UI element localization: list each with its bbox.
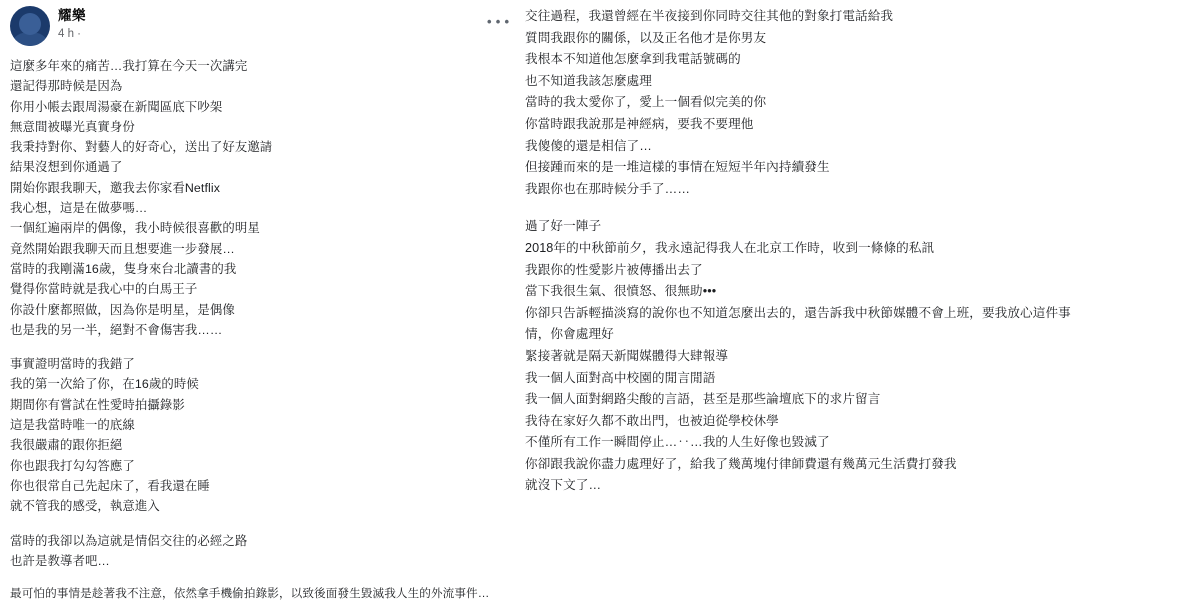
post-line: 也是我的另一半，絕對不會傷害我…… bbox=[10, 322, 223, 337]
post-line: 你也跟我打勾勾答應了 bbox=[10, 458, 135, 473]
post-line: 這是我當時唯一的底線 bbox=[10, 418, 135, 433]
continuation-line: 緊接著就是隔天新聞媒體得大肆報導 bbox=[525, 348, 729, 363]
poster-name[interactable]: 耀樂 bbox=[58, 8, 86, 23]
post-line: 開始你跟我聊天，邀我去你家看Netflix bbox=[10, 180, 220, 195]
continuation-line: 質問我跟你的關係，以及正名他才是你男友 bbox=[525, 30, 767, 45]
post-header bbox=[10, 6, 490, 50]
post-timestamp[interactable]: 4 h · bbox=[58, 28, 82, 40]
post-line: 期間你有嘗試在性愛時拍攝錄影 bbox=[10, 397, 185, 412]
post-line: 我很嚴肅的跟你拒絕 bbox=[10, 438, 123, 453]
continuation-line: 2018年的中秋節前夕，我永遠記得我人在北京工作時，收到一條條的私訊 bbox=[525, 240, 935, 255]
continuation-line: 你卻跟我說你盡力處理好了，給我了幾萬塊付律師費還有幾萬元生活費打發我 bbox=[525, 456, 957, 471]
post-line: 事實證明當時的我錯了 bbox=[10, 357, 135, 372]
post-line: 當時的我剛滿16歲，隻身來台北讀書的我 bbox=[10, 261, 237, 276]
poster-meta bbox=[58, 6, 86, 42]
post-body bbox=[10, 56, 490, 603]
continuation-line: 交往過程，我還曾經在半夜接到你同時交往其他的對象打電話給我 bbox=[525, 9, 894, 23]
continuation-line: 我一個人面對網路尖酸的言語，甚至是那些論壇底下的求片留言 bbox=[525, 392, 881, 407]
post-line: 當時的我卻以為這就是情侶交往的必經之路 bbox=[10, 533, 248, 548]
post-column bbox=[0, 0, 500, 601]
post-line: 覺得你當時就是我心中的白馬王子 bbox=[10, 282, 198, 297]
continuation-line: 但接踵而來的是一堆這樣的事情在短短半年內持續發生 bbox=[525, 160, 830, 175]
continuation-line: 我待在家好久都不敢出門，也被迫從學校休學 bbox=[525, 413, 779, 428]
continuation-line: 我跟你也在那時候分手了…… bbox=[525, 181, 691, 196]
menu-dot: • bbox=[495, 13, 503, 29]
continuation-line: 情，你會處理好 bbox=[525, 327, 614, 342]
post-line: 我心想，這是在做夢嗎… bbox=[10, 201, 148, 216]
continuation-line: 當時的我太愛你了，愛上一個看似完美的你 bbox=[525, 95, 767, 110]
continuation-line: 不僅所有工作一瞬間停止…‥…我的人生好像也毀滅了 bbox=[525, 435, 830, 450]
continuation-line: 過了好一陣子 bbox=[525, 219, 602, 234]
post-line: 還記得那時候是因為 bbox=[10, 79, 123, 94]
menu-dot: • bbox=[504, 13, 511, 29]
continuation-line: 我一個人面對高中校園的閒言閒語 bbox=[525, 370, 716, 385]
post-line: 我的第一次給了你，在16歲的時候 bbox=[10, 377, 199, 392]
menu-dot: • bbox=[487, 13, 494, 29]
post-line: 你設什麼都照做，因為你是明星，是偶像 bbox=[10, 302, 235, 317]
post-line: 無意間被曝光真實身份 bbox=[10, 119, 135, 134]
continuation-line: 當下我很生氣、很憤怒、很無助••• bbox=[525, 284, 717, 299]
continuation-line: 你卻只告訴輕描淡寫的說你也不知道怎麼出去的，還告訴我中秋節媒體不會上班，要我放心這件事 bbox=[525, 305, 1071, 320]
continuation-line: 你當時跟我說那是神經病，要我不要理他 bbox=[525, 116, 754, 131]
continuation-body bbox=[525, 6, 1177, 497]
post-line: 一個紅遍兩岸的偶像，我小時候很喜歡的明星 bbox=[10, 221, 260, 236]
post-line: 就不管我的感受，執意進入 bbox=[10, 499, 160, 514]
continuation-line: 就沒下文了… bbox=[525, 478, 602, 493]
post-line: 也許是教導者吧… bbox=[10, 553, 110, 568]
continuation-line: 也不知道我該怎麼處理 bbox=[525, 73, 652, 88]
post-line: 你也很常自己先起床了，看我還在睡 bbox=[10, 478, 210, 493]
post-line: 你用小帳去跟周湯豪在新聞區底下吵架 bbox=[10, 99, 223, 114]
continuation-column bbox=[525, 0, 1185, 493]
avatar[interactable] bbox=[10, 6, 50, 46]
post-line: 竟然開始跟我聊天而且想要進一步發展… bbox=[10, 241, 235, 256]
continuation-line: 我傻傻的還是相信了… bbox=[525, 138, 652, 153]
post-line-truncated: 最可怕的事情是趁著我不注意，依然拿手機偷拍錄影，以致後面發生毀滅我人生的外流事件… bbox=[10, 587, 490, 601]
ellipsis-horizontal-icon[interactable] bbox=[487, 14, 511, 28]
post-line: 結果沒想到你通過了 bbox=[10, 160, 123, 175]
continuation-line: 我根本不知道他怎麼拿到我電話號碼的 bbox=[525, 52, 741, 67]
post-line: 這麼多年來的痛苦…我打算在今天一次講完 bbox=[10, 59, 248, 73]
post-line: 我秉持對你、對藝人的好奇心，送出了好友邀請 bbox=[10, 140, 273, 155]
continuation-line: 我跟你的性愛影片被傳播出去了 bbox=[525, 262, 703, 277]
